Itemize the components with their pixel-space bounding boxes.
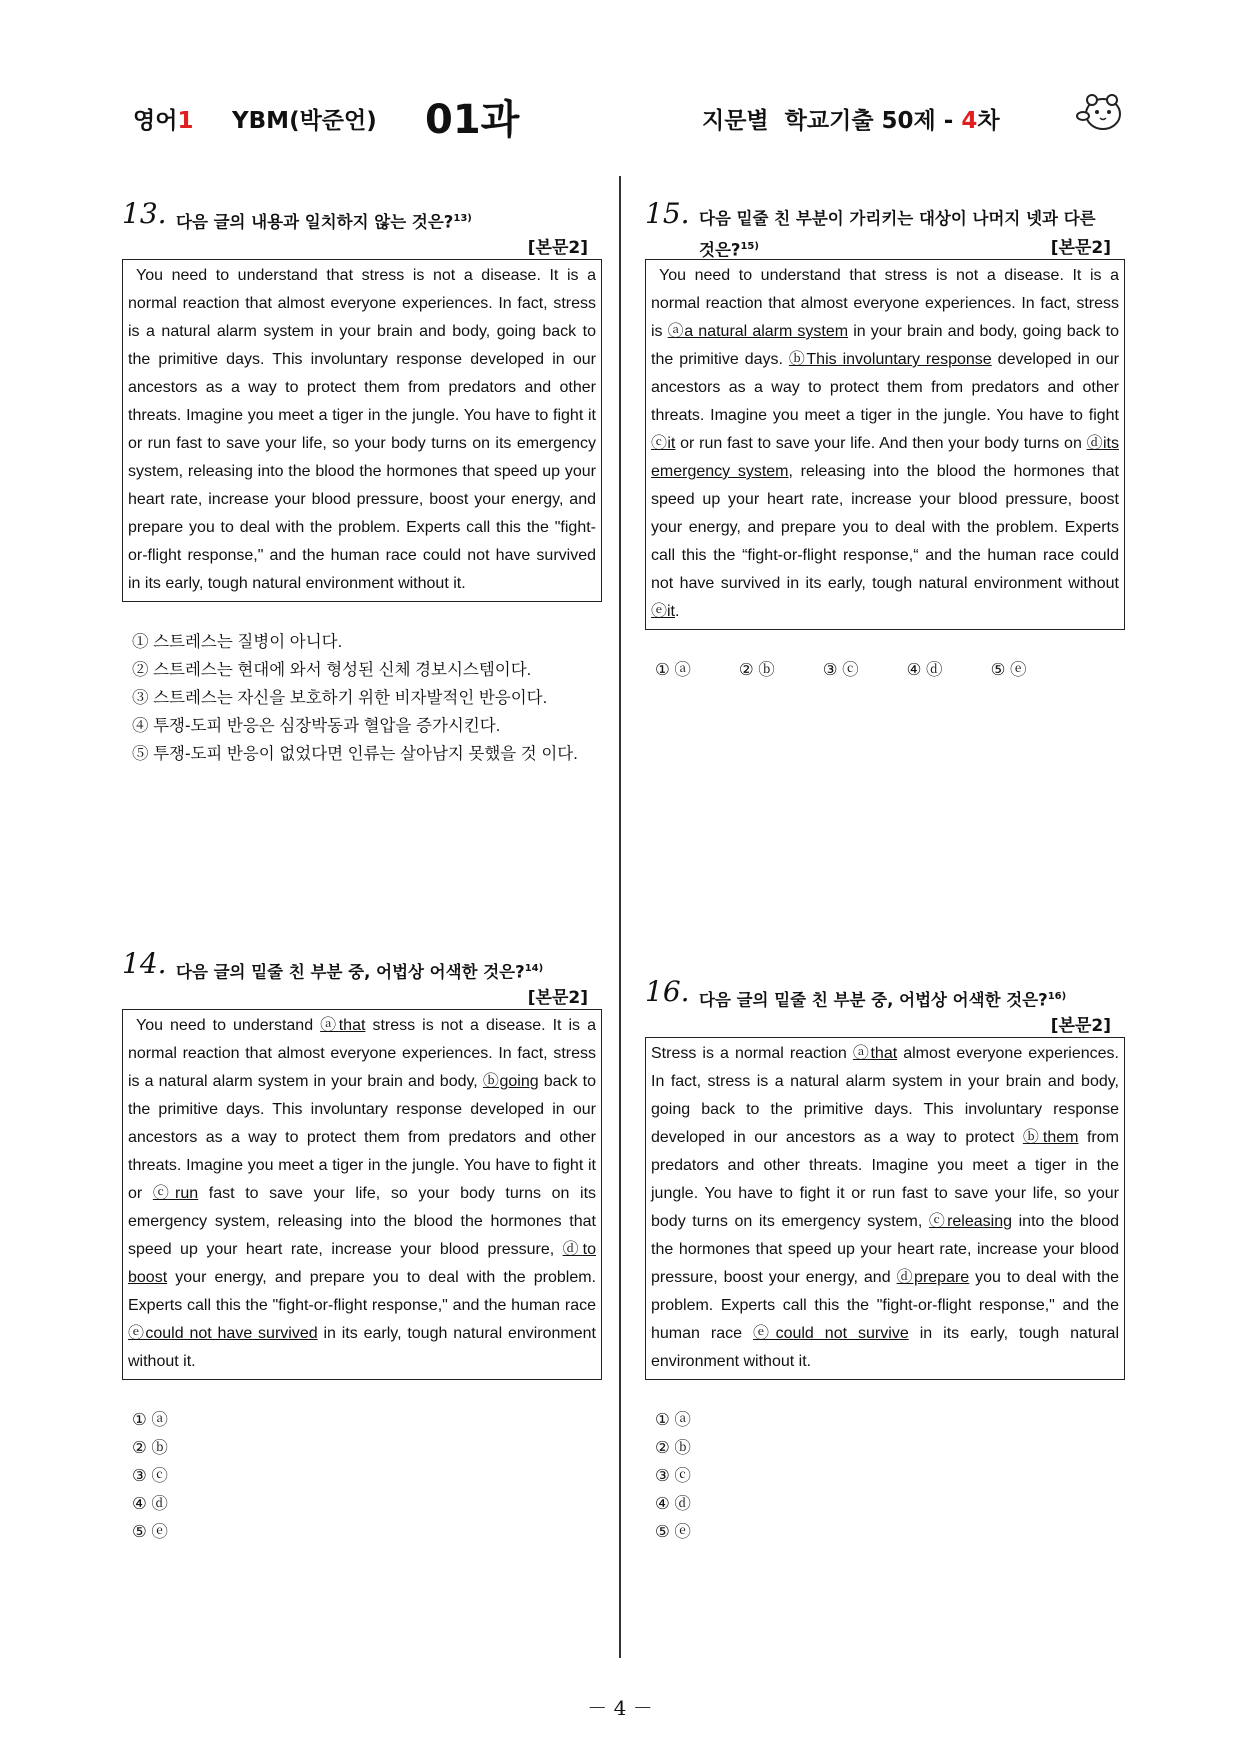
- passage-box: Stress is a normal reaction ⓐthat almost everyone experiences. In fact, stress is a natural alarm system in your brain and body, going back to the primitive days. This involuntary response developed in our ancestors as a way to protect ⓑthem from predators and other threats. Imagine you meet a tiger in the jungle. You have to fight it or run fast to save your life, so your body turns on its emergency system, ⓒreleasing into the blood the hormones that speed up your heart rate, increase your blood pressure, boost your energy, and ⓓprepare you to deal with the problem. Experts call this the "fight-or-flight response," and the human race ⓔcould not survive in its early, tough natural environment without it.: [645, 1037, 1125, 1380]
- underline-c: ⓒreleasing: [928, 1213, 1013, 1230]
- passage-box: You need to understand that stress is not a disease. It is a normal reaction that almost everyone experiences. In fact, stress is a natural alarm system in your brain and body, going back to the primitive days. This involuntary response developed in our ancestors as a way to protect them from predators and other threats. Imagine you meet a tiger in the jungle. You have to fight it or run fast to save your life, so your body turns on its emergency system, releasing into the blood the hormones that speed up your heart rate, increase your blood pressure, boost your energy, and prepare you to deal with the problem. Experts call this the "fight-or-flight response," and the human race could not have survived in its early, tough natural environment without it.: [122, 259, 602, 602]
- choice-list: [645, 656, 1125, 680]
- underline-b: ⓑthem: [1022, 1129, 1079, 1146]
- choice-2[interactable]: ② 스트레스는 현대에 와서 형성된 신체 경보시스템이다.: [132, 661, 532, 679]
- page-header: [0, 88, 1240, 148]
- question-14: [122, 947, 602, 1546]
- choice-2[interactable]: ② ⓑ: [738, 661, 775, 679]
- question-number: 13.: [122, 197, 167, 230]
- underline-a: ⓐthat: [320, 1017, 366, 1034]
- question-prompt: 다음 글의 밑줄 친 부분 중, 어법상 어색한 것은?$^{16)}$: [699, 990, 1067, 1010]
- question-16: [645, 975, 1125, 1546]
- series-title: 지문별 학교기출 50제 - 4차: [702, 108, 1000, 134]
- choice-2[interactable]: ② ⓑ: [132, 1439, 168, 1457]
- lesson-title: 01과: [425, 97, 520, 143]
- question-number: 15.: [645, 197, 690, 230]
- choice-2[interactable]: ② ⓑ: [655, 1439, 691, 1457]
- choice-1[interactable]: ① ⓐ: [132, 1411, 168, 1429]
- choice-5[interactable]: ⑤ 투쟁-도피 반응이 없었다면 인류는 살아남지 못했을 것 이다.: [132, 745, 578, 763]
- question-number: 14.: [122, 947, 167, 980]
- question-prompt: 다음 글의 밑줄 친 부분 중, 어법상 어색한 것은?$^{14)}$: [176, 962, 544, 982]
- question-prompt: 다음 밑줄 친 부분이 가리키는 대상이 나머지 넷과 다른 것은?$^{15)}$: [699, 209, 1096, 260]
- underline-b: ⓑThis involuntary response: [788, 351, 992, 368]
- underline-c: ⓒrun: [152, 1185, 199, 1202]
- choice-list: [645, 1406, 1125, 1546]
- source-label: [본문2]: [527, 988, 588, 1008]
- question-number: 16.: [645, 975, 690, 1008]
- choice-list: [122, 628, 602, 768]
- choice-4[interactable]: ④ 투쟁-도피 반응은 심장박동과 혈압을 증가시킨다.: [132, 717, 501, 735]
- choice-1[interactable]: ① ⓐ: [655, 661, 691, 679]
- question-prompt: 다음 글의 내용과 일치하지 않는 것은?$^{13)}$: [176, 212, 472, 232]
- choice-3[interactable]: ③ ⓒ: [132, 1467, 168, 1485]
- underline-c: ⓒit: [651, 435, 676, 452]
- choice-list: [122, 1406, 602, 1546]
- underline-d: ⓓits emergency system: [651, 435, 1119, 480]
- subject-title: 영어1: [133, 108, 194, 134]
- underline-d: ⓓprepare: [896, 1269, 970, 1286]
- choice-3[interactable]: ③ ⓒ: [822, 661, 859, 679]
- underline-d: ⓓto boost: [128, 1241, 596, 1286]
- source-label: [본문2]: [1050, 238, 1111, 258]
- choice-5[interactable]: ⑤ ⓔ: [655, 1523, 691, 1541]
- choice-5[interactable]: ⑤ ⓔ: [990, 661, 1027, 679]
- underline-e: ⓔcould not have survived: [128, 1325, 318, 1342]
- passage-box: You need to understand that stress is not a disease. It is a normal reaction that almost everyone experiences. In fact, stress is ⓐa natural alarm system in your brain and body, going back to the primitive days. ⓑThis involuntary response developed in our ancestors as a way to protect them from predators and other threats. Imagine you meet a tiger in the jungle. You have to fight ⓒit or run fast to save your life. And then your body turns on ⓓits emergency system, releasing into the blood the hormones that speed up your heart rate, increase your blood pressure, boost your energy, and prepare you to deal with the problem. Experts call this the “fight-or-flight response,“ and the human race could not have survived in its early, tough natural environment without ⓔit.: [645, 259, 1125, 630]
- choice-3[interactable]: ③ 스트레스는 자신을 보호하기 위한 비자발적인 반응이다.: [132, 689, 548, 707]
- choice-1[interactable]: ① ⓐ: [655, 1411, 691, 1429]
- question-15: [645, 197, 1125, 680]
- underline-a: ⓐa natural alarm system: [667, 323, 849, 340]
- publisher-label: YBM(박준언): [232, 108, 377, 134]
- source-label: [본문2]: [1050, 1016, 1111, 1036]
- page-number: － 4 －: [587, 1696, 653, 1720]
- choice-4[interactable]: ④ ⓓ: [132, 1495, 168, 1513]
- choice-4[interactable]: ④ ⓓ: [906, 661, 943, 679]
- underline-e: ⓔcould not survive: [753, 1325, 909, 1342]
- column-divider: [619, 176, 621, 1658]
- passage-box: You need to understand ⓐthat stress is not a disease. It is a normal reaction that almost everyone experiences. In fact, stress is a natural alarm system in your brain and body, ⓑgoing back to the primitive days. This involuntary response developed in our ancestors as a way to protect them from predators and other threats. Imagine you meet a tiger in the jungle. You have to fight it or ⓒrun fast to save your life, so your body turns on its emergency system, releasing into the blood the hormones that speed up your heart rate, increase your blood pressure, ⓓto boost your energy, and prepare you to deal with the problem. Experts call this the "fight-or-flight response," and the human race ⓔcould not have survived in its early, tough natural environment without it.: [122, 1009, 602, 1380]
- choice-1[interactable]: ① 스트레스는 질병이 아니다.: [132, 633, 343, 651]
- choice-5[interactable]: ⑤ ⓔ: [132, 1523, 168, 1541]
- source-label: [본문2]: [527, 238, 588, 258]
- underline-a: ⓐthat: [852, 1045, 898, 1062]
- question-13: [122, 197, 602, 768]
- underline-b: ⓑgoing: [482, 1073, 539, 1090]
- bear-face-icon: [1075, 90, 1125, 134]
- choice-4[interactable]: ④ ⓓ: [655, 1495, 691, 1513]
- choice-3[interactable]: ③ ⓒ: [655, 1467, 691, 1485]
- underline-e: ⓔit: [651, 603, 676, 620]
